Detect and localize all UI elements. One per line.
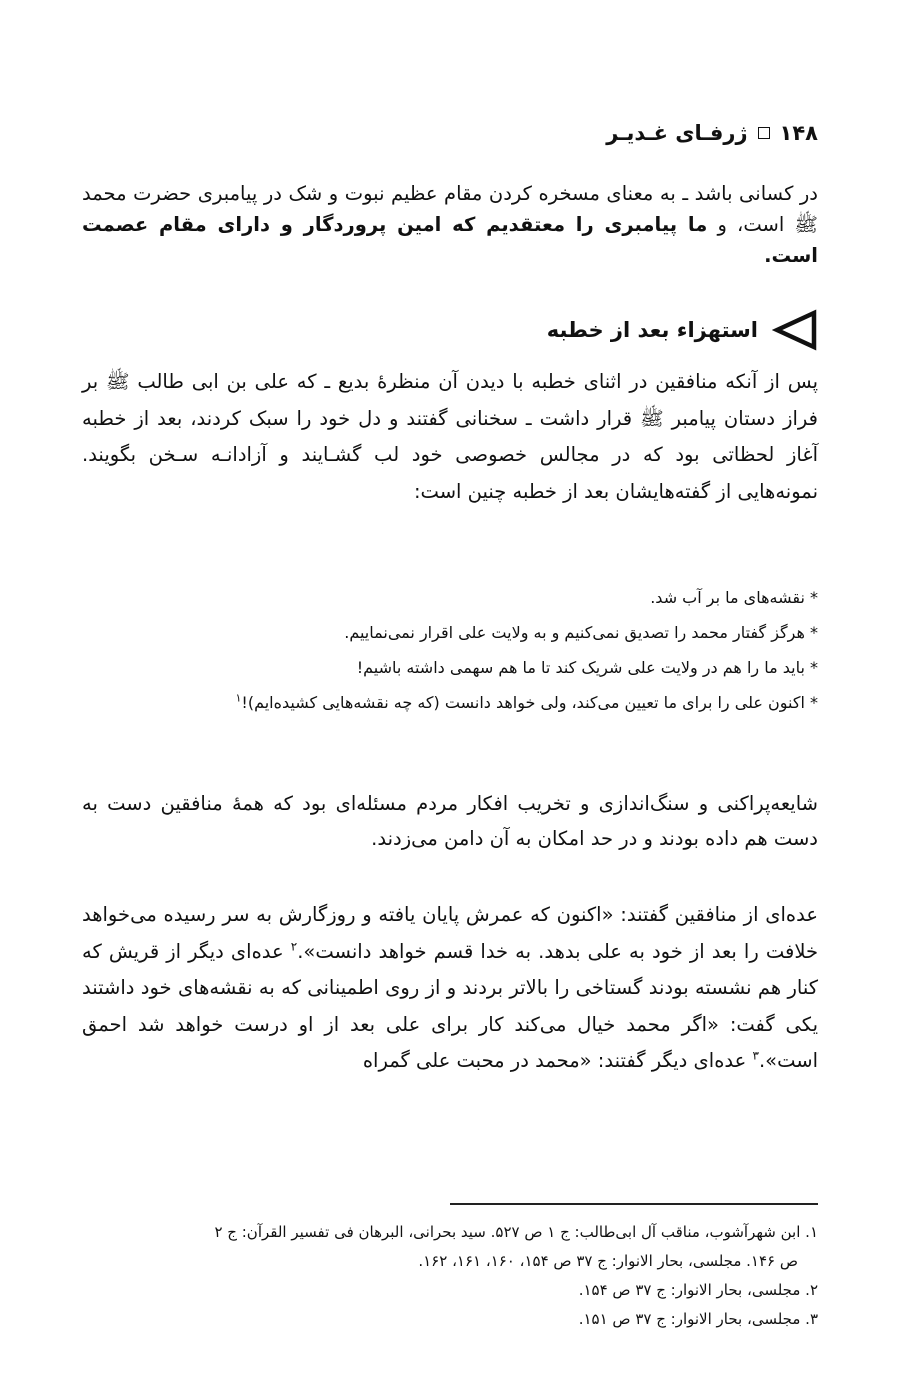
footnote-ref: ۳ (752, 1048, 759, 1063)
footnote-3: ۳. مجلسی، بحار الانوار: ج ۳۷ ص ۱۵۱. (578, 1310, 818, 1328)
quote-item: * باید ما را هم در ولایت علی شریک کند تا ما هم سهمی داشته باشیم! (356, 658, 818, 677)
intro-paragraph (82, 178, 818, 271)
footnote-1-continued: ص ۱۴۶. مجلسی، بحار الانوار: ج ۳۷ ص ۱۵۴، ۱۶۰، ۱۶۱، ۱۶۲. (418, 1252, 798, 1270)
page-number: ۱۴۸ (779, 121, 818, 145)
intro-text: در کسانی باشد ـ به معنای مسخره کردن مقام عظیم نبوت و شک در پیامبری حضرت محمد ﷺ است، و (82, 182, 818, 236)
section-heading (547, 308, 818, 352)
paragraph-hypocrites (82, 897, 818, 1080)
triangle-pointer-icon (772, 308, 818, 352)
footnote-ref: ۱ (235, 691, 242, 705)
section-paragraph: پس از آنکه منافقین در اثنای خطبه با دیدن آن منظرهٔ بدیع ـ که علی بن ابی طالب ﷺ بر فراز دستان پیامبر ﷺ قرار داشت ـ سخنانی گفتند و دل خود را سبک کردند، بعد از خطبه آغاز لحظاتی بود که در مجالس خصوصی خود لب گشـایند و آزادانـه سـخن بگویند. نمونه‌هایی از گفته‌هایشان بعد از خطبه چنین است: (82, 370, 818, 503)
quote-item: * نقشه‌های ما بر آب شد. (650, 588, 818, 607)
quote-item: * هرگز گفتار محمد را تصدیق نمی‌کنیم و به ولایت علی اقرار نمی‌نماییم. (344, 623, 818, 642)
footnote-1: ۱. ابن شهرآشوب، مناقب آل ابی‌طالب: ج ۱ ص ۵۲۷. سید بحرانی، البرهان فی تفسیر القرآن: ج ۲ (214, 1223, 818, 1241)
section-title: استهزاء بعد از خطبه (546, 318, 758, 342)
running-header (82, 118, 818, 148)
paragraph-text: عده‌ای از منافقین گفتند: «اکنون که عمرش پایان یافته و روزگارش به سر رسیده می‌خواهد خلافت را بعد از خود به علی بدهد. به خدا قسم خواهد دانست». (82, 903, 819, 963)
footnote-2: ۲. مجلسی، بحار الانوار: ج ۳۷ ص ۱۵۴. (578, 1281, 818, 1299)
footnote-separator (450, 1203, 818, 1205)
intro-bold-text: ما پیامبری را معتقدیم که امین پروردگار و دارای مقام عصمت است. (82, 213, 818, 267)
paragraph-text: عده‌ای دیگر گفتند: «محمد در محبت علی گمراه (362, 1049, 753, 1072)
footnotes (82, 1218, 818, 1334)
quote-item-with-ref (82, 685, 818, 720)
paragraph-text: عده‌ای دیگر از قریش که کنار هم نشسته بودند گستاخی را بالاتر بردند و از روی اطمینانی که به نقشه‌های خود داشتند یکی گفت: «اگر محمد خیال می‌کند کار برای علی بعد از او درست خواهد شد احمق است». (82, 939, 818, 1072)
square-separator-icon (758, 127, 770, 139)
quote-text: * اکنون علی را برای ما تعیین می‌کند، ولی خواهد دانست (که چه نقشه‌هایی کشیده‌ایم)! (241, 693, 818, 712)
footnote-ref: ۲ (290, 939, 298, 953)
paragraph-rumors: شایعه‌پراکنی و سنگ‌اندازی و تخریب افکار مردم مسئله‌ای بود که همهٔ منافقین دست به دست هم داده بودند و در حد امکان به آن دامن می‌زدند. (82, 792, 818, 850)
quote-list (82, 580, 818, 720)
book-title: ژرفـای غـدیـر (606, 121, 748, 145)
